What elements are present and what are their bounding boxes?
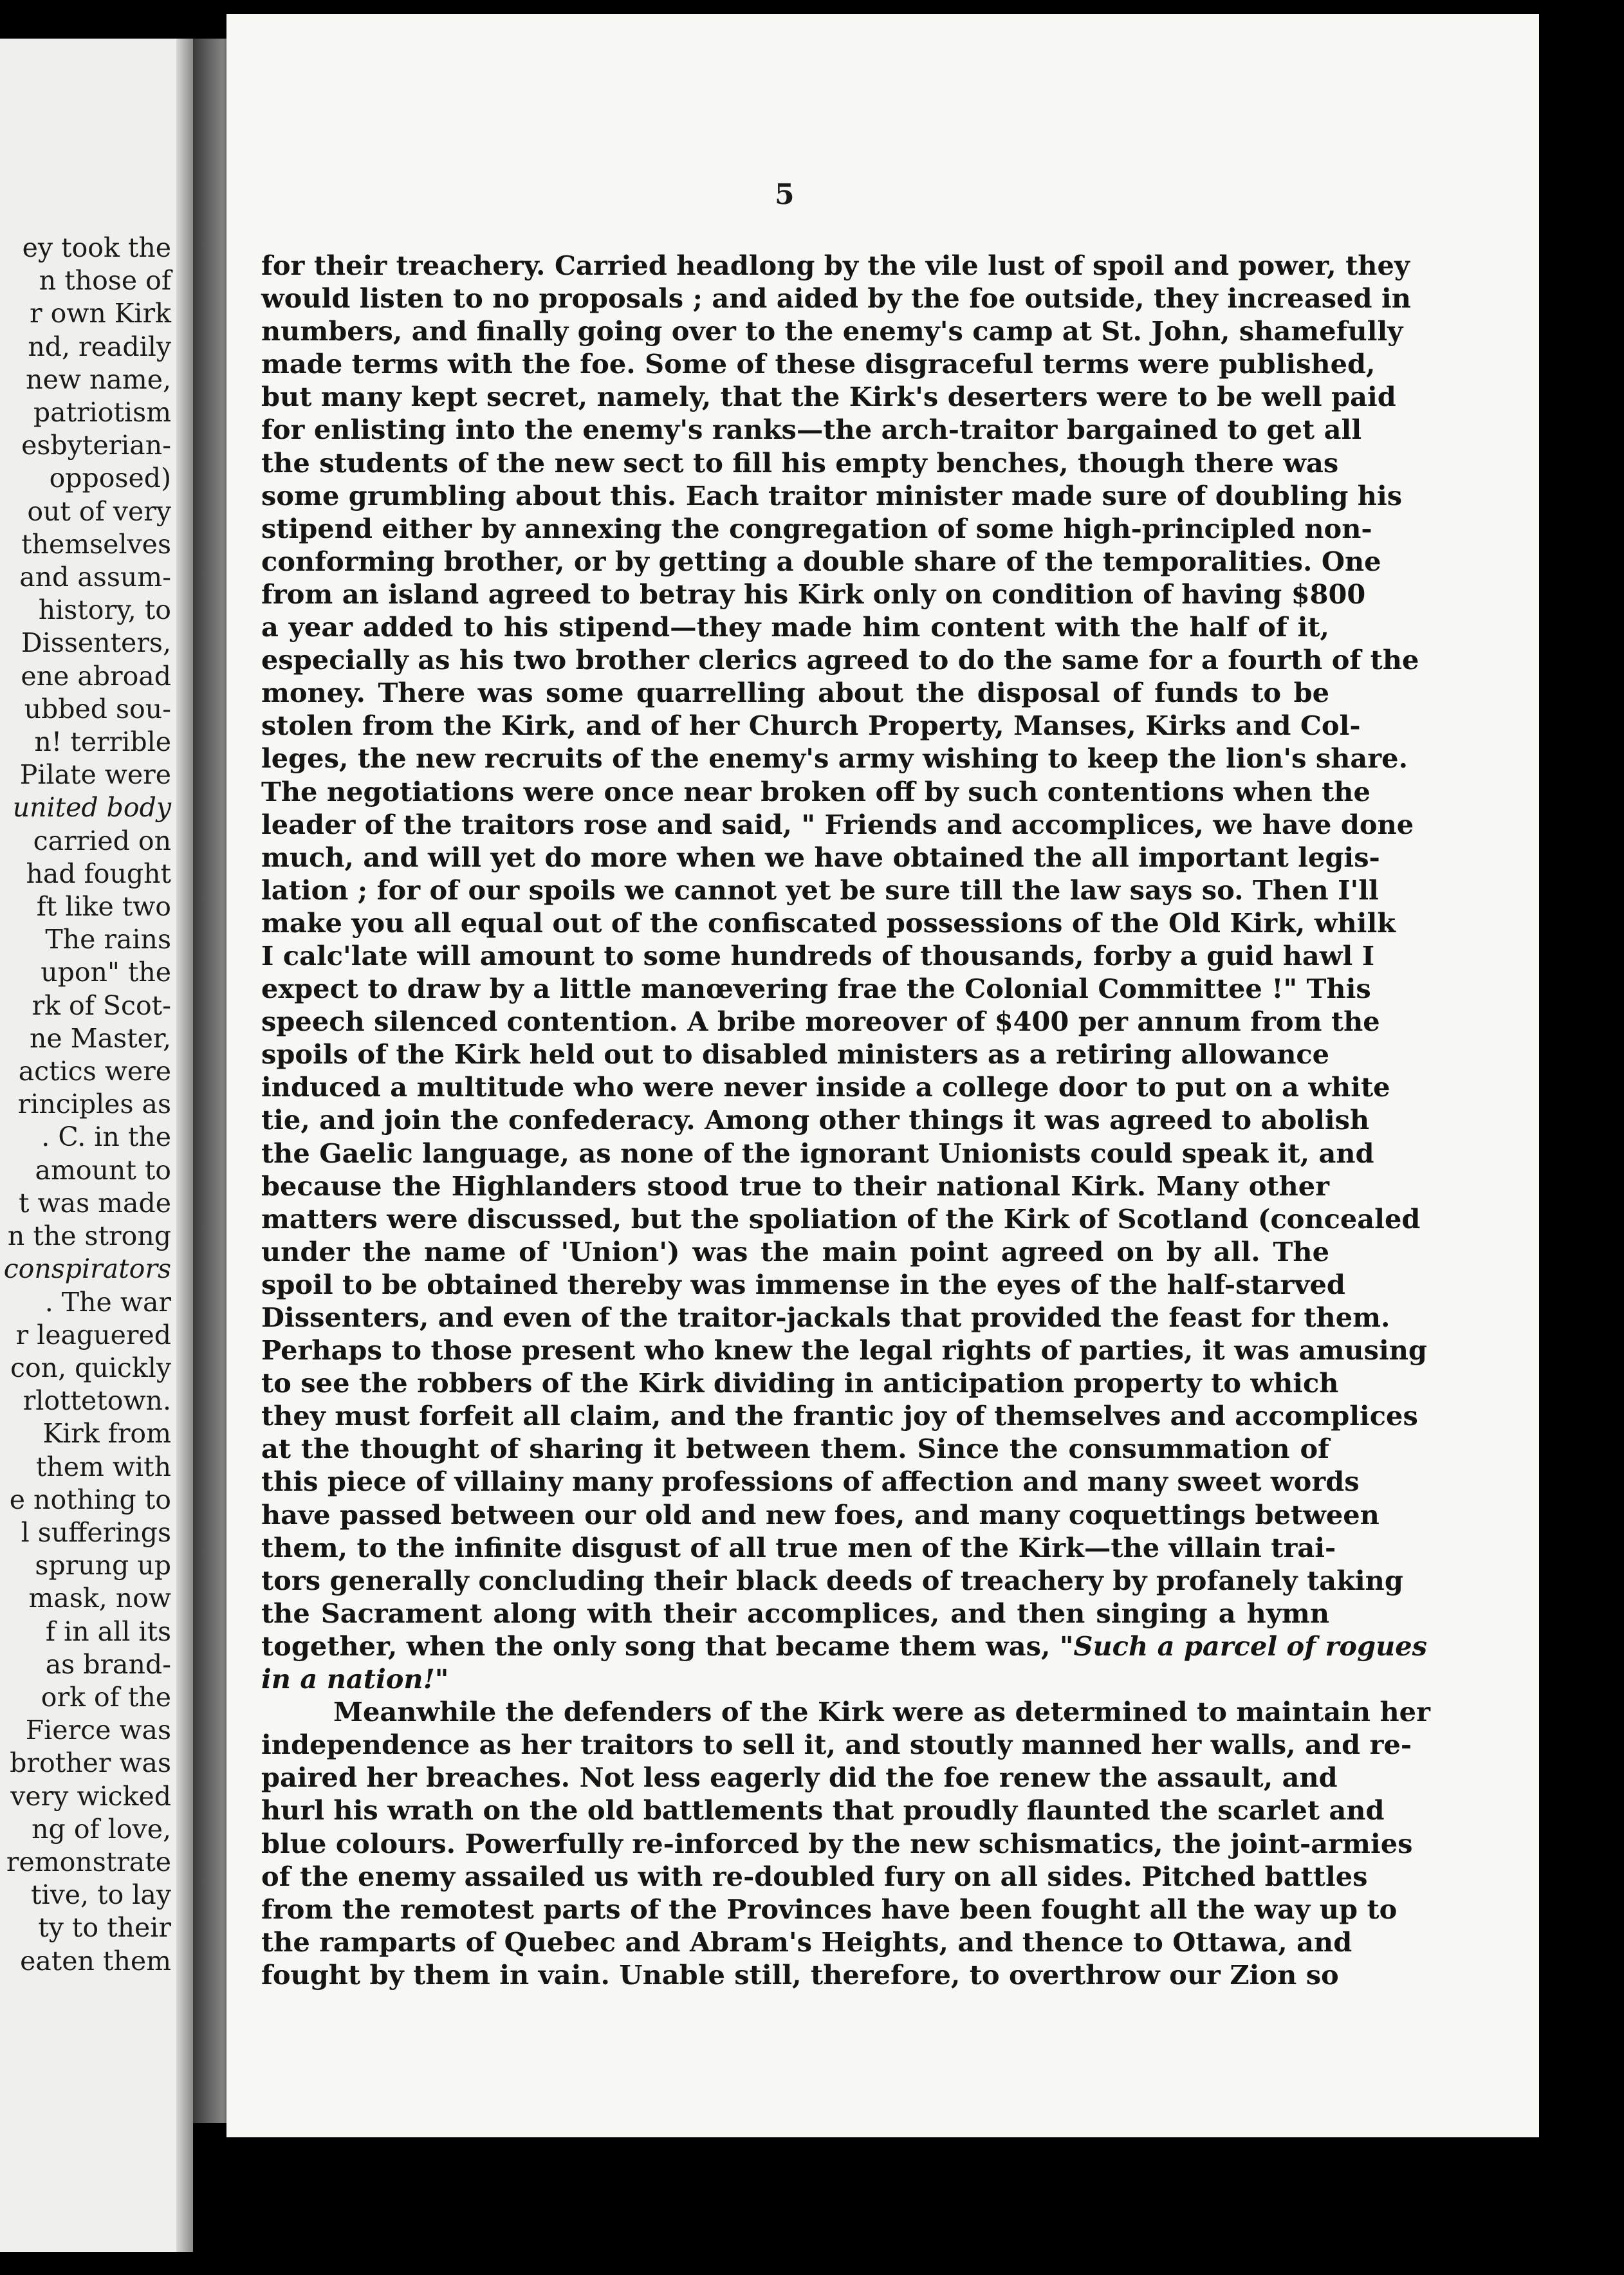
text-line-content: together, when the only song that became them was, ": [261, 1630, 1074, 1662]
facing-page-line: n the strong: [7, 1220, 171, 1252]
page-number: 5: [775, 178, 795, 211]
facing-page-line: opposed): [49, 463, 171, 494]
text-line: [261, 1137, 1374, 1170]
text-line-content: independence as her traitors to sell it, and stoutly manned her walls, and re-: [261, 1729, 1412, 1761]
text-line: [261, 447, 1339, 479]
text-line-content: spoil to be obtained thereby was immense in the eyes of the half-starved: [261, 1268, 1345, 1300]
facing-page-line: ng of love,: [32, 1813, 171, 1845]
text-line: [261, 676, 1329, 709]
text-line-content: to see the robbers of the Kirk dividing in anticipation property to which: [261, 1367, 1339, 1399]
text-line: [261, 578, 1366, 611]
text-line: [261, 1465, 1360, 1498]
text-line: [261, 1794, 1385, 1827]
facing-page-line: them with: [35, 1451, 171, 1482]
text-line: [261, 775, 1370, 808]
text-line-content: paired her breaches. Not less eagerly did the foe renew the assault, and: [261, 1762, 1338, 1794]
text-line-content: have passed between our old and new foes, and many coquettings between: [261, 1498, 1379, 1531]
facing-page-line: con, quickly: [10, 1352, 171, 1383]
facing-page-line: and assum-: [19, 562, 171, 593]
text-line: [261, 742, 1408, 775]
text-line: [261, 1761, 1338, 1794]
facing-page-line: rlottetown.: [23, 1385, 171, 1417]
facing-page-line: t was made: [19, 1187, 171, 1219]
text-line: [261, 1827, 1413, 1860]
text-line: [261, 939, 1375, 972]
text-line: [261, 1958, 1339, 1991]
facing-page-line: n those of: [39, 265, 171, 297]
facing-page-line: ty to their: [38, 1912, 171, 1944]
text-line: [261, 347, 1376, 380]
facing-page-line: f in all its: [45, 1616, 171, 1647]
facing-page-line: out of very: [27, 495, 171, 527]
text-line: [261, 1531, 1336, 1564]
facing-page-text: [4, 232, 171, 1978]
text-line: [261, 1498, 1379, 1531]
facing-page-line: The rains: [45, 924, 171, 955]
text-line-content: tie, and join the confederacy. Among other things it was agreed to abolish: [261, 1104, 1370, 1136]
facing-page-line: mask, now: [28, 1583, 171, 1614]
text-line-content: I calc'late will amount to some hundreds of thousands, forby a guid hawl I: [261, 939, 1375, 972]
text-line: [261, 1597, 1329, 1630]
text-line-content: tors generally concluding their black deeds of treachery by profanely taking: [261, 1564, 1403, 1596]
text-line: [261, 841, 1380, 874]
body-text: [261, 249, 1430, 1991]
text-line-content: leader of the traitors rose and said, " Friends and accomplices, we have done: [261, 808, 1414, 840]
text-line-content: the ramparts of Quebec and Abram's Heights, and thence to Ottawa, and: [261, 1926, 1352, 1958]
facing-page-line: ubbed sou-: [24, 693, 171, 724]
text-line-content: matters were discussed, but the spoliation of the Kirk of Scotland (concealed: [261, 1202, 1421, 1235]
facing-page-line: e nothing to: [9, 1484, 171, 1515]
text-line: [261, 1432, 1329, 1465]
facing-page-line: ey took the: [22, 232, 171, 263]
text-line: [261, 709, 1361, 742]
text-line-content: they must forfeit all claim, and the frantic joy of themselves and accomplices: [261, 1400, 1418, 1432]
text-line-content: much, and will yet do more when we have obtained the all important legis-: [261, 841, 1380, 873]
text-line: [261, 972, 1371, 1005]
text-line-content: fought by them in vain. Unable still, therefore, to overthrow our Zion so: [261, 1958, 1339, 1991]
facing-page-line: ene abroad: [21, 660, 171, 692]
facing-page-line: history, to: [38, 594, 171, 626]
facing-page-line: Kirk from: [42, 1418, 171, 1450]
text-line-content: because the Highlanders stood true to their national Kirk. Many other: [261, 1170, 1329, 1202]
text-line: [261, 1695, 1430, 1728]
text-line-content: but many kept secret, namely, that the Kirk's deserters were to be well paid: [261, 381, 1396, 413]
facing-page-line: n! terrible: [34, 726, 171, 758]
facing-page-line: had fought: [26, 858, 171, 889]
text-line-content: some grumbling about this. Each traitor minister made sure of doubling his: [261, 479, 1403, 511]
text-line: [261, 1926, 1352, 1958]
text-line-content: Meanwhile the defenders of the Kirk were as determined to maintain her: [333, 1696, 1430, 1728]
text-line: [261, 1334, 1427, 1367]
text-line: [261, 282, 1411, 315]
text-line-content: at the thought of sharing it between them. Since the consummation of: [261, 1433, 1329, 1465]
text-line-content: this piece of villainy many professions of affection and many sweet words: [261, 1466, 1360, 1498]
text-line-content: a year added to his stipend—they made him content with the half of it,: [261, 611, 1329, 643]
text-line-content: conforming brother, or by getting a double share of the temporalities. One: [261, 545, 1381, 577]
text-line: [261, 413, 1362, 446]
facing-page-line: Pilate were: [19, 759, 171, 791]
text-line-content: hurl his wrath on the old battlements that proudly flaunted the scarlet and: [261, 1794, 1385, 1827]
text-line: [261, 1630, 1428, 1663]
facing-page-line: actics were: [18, 1056, 171, 1087]
text-line-content: lation ; for of our spoils we cannot yet be sure till the law says so. Then I'll: [261, 874, 1379, 906]
facing-page-line: upon" the: [41, 957, 171, 988]
text-line-content: leges, the new recruits of the enemy's army wishing to keep the lion's share.: [261, 742, 1408, 775]
text-line: [261, 1564, 1403, 1597]
text-line-content: would listen to no proposals ; and aided by the foe outside, they increased in: [261, 282, 1411, 315]
text-line-content: The negotiations were once near broken off by such contentions when the: [261, 775, 1370, 807]
facing-page-line: ft like two: [36, 891, 171, 923]
facing-page-line: rinciples as: [17, 1089, 171, 1120]
text-line-content: for enlisting into the enemy's ranks—the arch-traitor bargained to get all: [261, 414, 1362, 446]
text-line: [261, 808, 1414, 841]
text-line-content: spoils of the Kirk held out to disabled ministers as a retiring allowance: [261, 1038, 1330, 1071]
text-line: [261, 315, 1403, 347]
text-line: [261, 479, 1403, 512]
facing-page: [0, 39, 193, 2252]
text-line: [261, 874, 1379, 907]
facing-page-line: themselves: [21, 528, 171, 560]
facing-page-line: united body: [12, 792, 171, 824]
text-line: [261, 1860, 1368, 1893]
facing-page-line: very wicked: [10, 1780, 171, 1812]
text-line-content: from the remotest parts of the Provinces have been fought all the way up to: [261, 1893, 1398, 1925]
text-line: [261, 1301, 1390, 1334]
text-line: [261, 1728, 1412, 1761]
text-line-content: made terms with the foe. Some of these disgraceful terms were published,: [261, 348, 1376, 380]
facing-page-line: ork of the: [41, 1681, 171, 1713]
text-line: [261, 611, 1329, 643]
facing-page-line: Fierce was: [25, 1715, 171, 1746]
facing-page-line: new name,: [26, 364, 171, 395]
facing-page-line: ne Master,: [29, 1022, 171, 1054]
facing-page-line: as brand-: [45, 1648, 171, 1680]
text-line-content: stipend either by annexing the congregation of some high-principled non-: [261, 512, 1372, 544]
facing-page-line: rk of Scot-: [32, 990, 171, 1021]
text-line-content: the Gaelic language, as none of the ignorant Unionists could speak it, and: [261, 1137, 1374, 1169]
text-line: [261, 545, 1381, 578]
facing-page-line: eaten them: [20, 1945, 171, 1976]
facing-page-line: . The war: [44, 1286, 171, 1318]
text-line-content: stolen from the Kirk, and of her Church Property, Manses, Kirks and Col-: [261, 710, 1361, 742]
text-line: [261, 1367, 1339, 1399]
quoted-italic-text: in a nation!": [261, 1663, 449, 1695]
text-line: [261, 1170, 1329, 1202]
facing-page-line: conspirators: [3, 1253, 171, 1285]
facing-page-edge: [176, 39, 193, 2252]
quoted-italic-text: Such a parcel of rogues: [1073, 1630, 1428, 1662]
facing-page-line: patriotism: [33, 397, 171, 428]
text-line-content: especially as his two brother clerics agreed to do the same for a fourth of the: [261, 644, 1419, 676]
text-line: [261, 1005, 1380, 1038]
text-line-content: from an island agreed to betray his Kirk only on condition of having $800: [261, 578, 1366, 610]
text-line-content: them, to the infinite disgust of all true men of the Kirk—the villain trai-: [261, 1531, 1336, 1563]
text-line: [261, 1268, 1345, 1301]
text-line: [261, 1235, 1329, 1268]
text-line-content: blue colours. Powerfully re-inforced by the new schismatics, the joint-armies: [261, 1827, 1413, 1859]
text-line-content: under the name of 'Union') was the main point agreed on by all. The: [261, 1235, 1329, 1267]
facing-page-line: brother was: [10, 1747, 171, 1779]
text-line: [261, 1103, 1370, 1136]
facing-page-line: esbyterian-: [21, 430, 171, 461]
text-line: [261, 1038, 1329, 1071]
facing-page-line: remonstrate: [6, 1846, 171, 1877]
text-line-content: numbers, and finally going over to the enemy's camp at St. John, shamefully: [261, 315, 1403, 347]
facing-page-line: r own Kirk: [29, 298, 171, 329]
text-line-content: expect to draw by a little manœvering frae the Colonial Committee !" This: [261, 973, 1371, 1005]
text-line-content: Dissenters, and even of the traitor-jackals that provided the feast for them.: [261, 1302, 1390, 1333]
facing-page-line: carried on: [33, 825, 171, 856]
text-line-content: for their treachery. Carried headlong by the vile lust of spoil and power, they: [261, 250, 1410, 281]
facing-page-line: . C. in the: [41, 1121, 171, 1153]
facing-page-line: l sufferings: [21, 1516, 171, 1548]
facing-page-line: sprung up: [35, 1550, 171, 1581]
facing-page-line: amount to: [35, 1154, 171, 1186]
text-line: [261, 643, 1419, 676]
text-line: [261, 1202, 1421, 1235]
text-line: [261, 907, 1396, 939]
facing-page-line: r leaguered: [15, 1319, 171, 1350]
text-line-content: speech silenced contention. A bribe moreover of $400 per annum from the: [261, 1006, 1380, 1038]
text-line-content: the Sacrament along with their accomplices, and then singing a hymn: [261, 1597, 1329, 1629]
text-line: [261, 1071, 1390, 1103]
text-line: [261, 249, 1410, 282]
text-line-content: of the enemy assailed us with re-doubled fury on all sides. Pitched battles: [261, 1860, 1368, 1892]
facing-page-line: tive, to lay: [31, 1879, 171, 1911]
text-line: [261, 1399, 1418, 1432]
text-line: [261, 512, 1372, 545]
facing-page-line: nd, readily: [28, 331, 171, 362]
text-line: [261, 1663, 1329, 1695]
page: [226, 14, 1539, 2137]
text-line-content: Perhaps to those present who knew the legal rights of parties, it was amusing: [261, 1334, 1427, 1367]
text-line: [261, 1893, 1398, 1926]
text-line-content: money. There was some quarrelling about the disposal of funds to be: [261, 677, 1329, 709]
text-line: [261, 380, 1396, 413]
text-line-content: the students of the new sect to fill his empty benches, though there was: [261, 447, 1339, 479]
facing-page-line: Dissenters,: [21, 627, 171, 659]
text-line-content: make you all equal out of the confiscated possessions of the Old Kirk, whilk: [261, 907, 1396, 939]
text-line-content: induced a multitude who were never inside a college door to put on a white: [261, 1071, 1390, 1103]
